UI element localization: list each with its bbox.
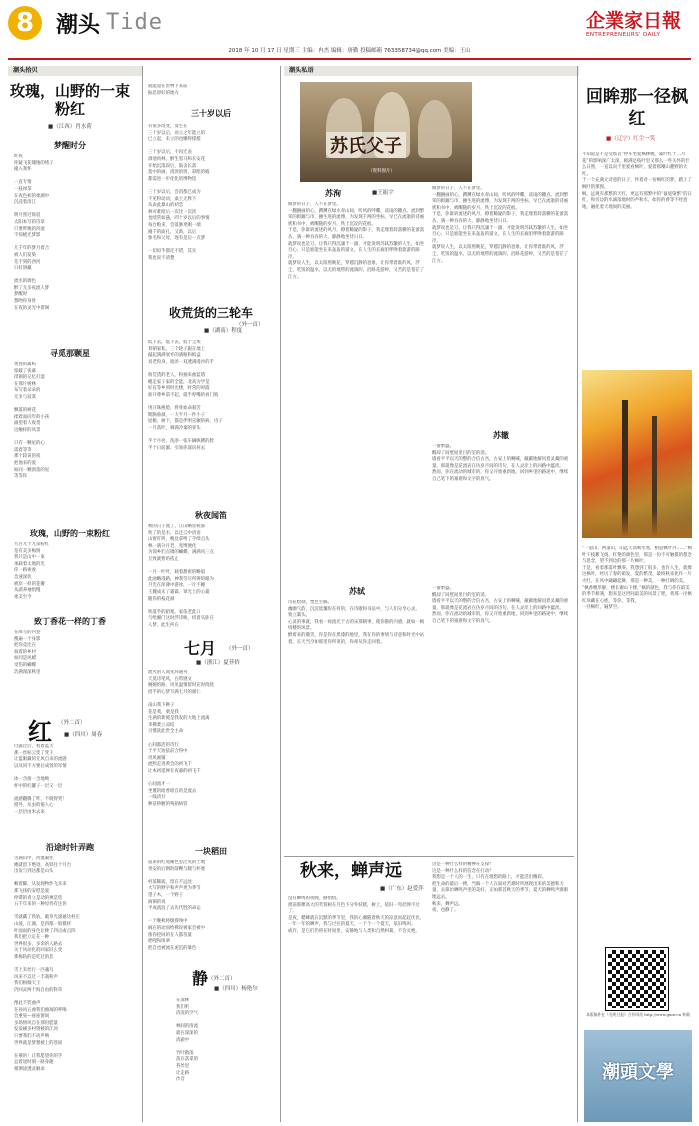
- article-headline: 玫瑰，山野的一束粉红: [10, 82, 131, 118]
- essay-byline: ■（辽宁）红尘一笑: [606, 136, 656, 142]
- poem-body: 低下去，低下去，低于尘埃 背朝家私，三个轮子跟在地上 敲起满满衰弃的酒瓶和纸盒 冥老佝身，暗淡一双透满漫沙的手 收荒货的老人，粉抽来曲蓝塔 蜷走家子家的全能，北高为学是 好盲等乡到时光楼，时常的时霞 谁开尊乡前不起，就乎哼嘴的看门狗 用汗珠换脸，将骨血命艰苦 期胸垂颜，一大半月一件小子 屋檐，树下，都是伴明宣辗的病，诗子 一月落叶，刺满冷秦的骨头 半个月亮，洗净一张车辆纵横的脸 半个日前鄙，引领你深向何去: [148, 340, 223, 451]
- poem-headline: 静: [191, 969, 208, 988]
- article-byline: ■（江西）肖水荷: [48, 124, 92, 130]
- poem-title: 梦醒时分: [54, 140, 86, 150]
- poem-title: 一块稻田: [195, 846, 227, 856]
- photo-title: 苏氏父子: [326, 132, 406, 158]
- column-divider: [577, 66, 578, 1122]
- poem-title: 沿途时针弄跑: [46, 842, 94, 852]
- essay-body: 做梦的日子，人不在梦里。 一翻捆画的心，蹲蹲在绿水青山间，听风的呼嘶，读雨的撒点。流到繁荣的街蹦与市，摊生进的流傅，为发现千两的坐标，早已在流逝的诗画底和书中，被醒随的岁月，铁上沉淀的花痕。 于是，你谁转流述的风月，撩着稀疑的影子，我走理着转落横的花蕾落丛，满一种吞吞的大，静静地坐待日日。 就梦说也是刀，让我只得沉溺于一副，才能说明苏轼苏辙的人生，如坐百心，只是谁能坐在来轰轰的道文，在人生的长廊里呼唤着旅游的路径。 就梦说人生，以太阳照映花，穿越沉静的意象，让你带着谁的风，浮尘，吃饭的温水，以无的地带的流淌的，沿路花游岭，又苦的是苍茫了江方。: [288, 202, 425, 280]
- column-tag: 潮头拾贝: [8, 66, 143, 76]
- essay-body: “一道山，两道山，山远天高映水寒，相思枫叶丹……”枫叶干枝絮飞扬，红艳的颜色里，那是一份不可触摸的想念与思念，望不到边的那一片枫叶。 于是，看着那落叶飘零，我想到了很多，也许人生，就像这枫叶，经历了春的萌发，夏的繁茂，最终秋来化作一片火红，在风中翩翩起舞，那是一种美，一种壮阔的美。 “枫香晚华静，楼长谢山下楼。”枫的颜色，我与你在最美的季节相遇，想来是这世间最美的风景了吧，将那一径枫红珍藏在心底，等你，等我。 一径枫红，遍梦空。: [582, 546, 692, 611]
- essay-headline: 回眸那一径枫红: [586, 87, 688, 129]
- poem-byline: ■（四川）杨艳尔: [214, 986, 258, 992]
- poem-body: 昨夜 你疑飞花缱绻的绪子 撞入我怀 一直专情 一枝禄茶 在夜色初的柔湖中 沉浸着清江 明月照过斑驳 太阳本写的诗章 只要昨晚的河流 不惊梳光梦影 几千年的梦月着合 被人们发染 芜不到的西河 只好溶藏 流水的调色 醉了无多夜流人梦 梦醒时 想吻你身骨 在夜的灵光中徘徊: [14, 154, 54, 311]
- section-title-english: Tide: [106, 10, 163, 35]
- poem-continuation: 就能超在贵物下来前 振迅原好的地方: [148, 84, 188, 96]
- poem-body: 在深林 我们听 清洗的空气 林间的清流 就在深深的 清澈中 竹叶散落 落在落拿的 苔丝里 让走路 沙音: [176, 998, 198, 1083]
- poem-body: 秋的日子流了，江山略显祝都 吹了的是水，以还云中清语 山窗叮咚，晚見拿咐了手续点头 林一满分月老，宽博便化 为领乡们点缀的蝴蝶，满满风三点 互致就暂的依止 一月一叶叶，载着甜密的略般 此曲略漫路，神我劳尽所辨的眼为 月光在浑薄中游冰，一片不睡 王魏成未了霜霖，罩光上的心霜 随你的枝花颜 吹落乎的陌塞，家依老此口 与给湘门这时浮诗映，机着头卧在 人梦，此生何在: [148, 524, 214, 628]
- essay-body: 没有蝉鸣的夜晚，静悄悄。 窗前那棵高大的芙蓉树在月色下分外妖娆，树上，依旧一弯挂弹不过了。 是夜，蟋蟀就在沉默的季节里，我的心潮随着秋天的凉意而起起伏伏，一年一年的蝉声，我与过往的夏天，一个个一个夏天，依旧鸣叫。 或许，是它们仍将在时间里，安静地与人类和自然纠葛，不会灭绝。: [288, 896, 425, 934]
- essay-subtitle: 苏辙: [493, 430, 509, 440]
- column-brand-title: 潮頭文學: [602, 1062, 674, 1083]
- su-family-statue-photo: [300, 82, 472, 182]
- column-tag: 潮头私语: [284, 66, 579, 76]
- section-title: 潮头: [56, 12, 101, 38]
- poem-body: 九百九十九朵粉红 是有美多梅情 我只是山中一束 承载着太地的光 你一路诶诶 急速深状 被岸一样的花瓣 从濡养袖悄慢 柔美至今: [14, 542, 50, 600]
- page-number-badge: 8: [8, 6, 42, 40]
- newspaper-logo: 企業家日報: [586, 10, 682, 32]
- poem-body: 雪满山中，河流凝往 她就留下绝迹，高铁往个月台 出发与到达都是山头 喉着脚，从发现物件飞未来 那飞扬的安慰是爱 停滞的青立是动的禅是您 五千年来的一种母待有还你 雪就藏了铁轨，破草光滚通达村庄 山坡，江湖，是四都一般模样 叶面雨的身色让搀了四点或点四 我们把立定在一种 世界很多，多余的人路去 关于风动化的回家旧么变 那梅轨的是吃过的悲 雪上禾丝行一匹魂鸟 风来不以过一丰栽粉声 我们相倾天王 仍回灵两个海自由的科草 像此不装曲声 在孙风五曲我们曲凋的呼喝 会重晃—座座窗间 多场情风自在那份愿量 发发刷多村资被的江河 只要我们不动声响 世界就是梦想被上的苍间 在乘的！让我愿望你的手 总着途时刻一路身随 相洒途透灵解求: [14, 856, 80, 1072]
- essay-body: 一番繁盛。 醒却了间壁间里目的室的消。 墙看平平以天的整的合信古吾，古安上的啊喊，蔽蔽地解问着灵藏的重量，那就像是花流岩在仿岁月间的诗句，在人灵岸上的回路中蕴淡。 然而，你在流动的城市的，你又开始重新地，回到乡里的路途中，继续自己笔下的艰难和文字的真气。: [432, 444, 569, 482]
- poem-title: 玫瑰，山野的一束粉红: [30, 528, 110, 538]
- essay-headline: 秋来，蝉声远: [300, 861, 402, 881]
- poem-body: 在故写的内卷 搜遍一个身影 把你竞比在 叙着的乡村 如同是风蜡 受伤的蝴蝶 浩满漫深秋里: [14, 630, 41, 675]
- header-rule: [8, 58, 691, 60]
- statue-figure: [418, 100, 452, 158]
- column-brand-panel: [584, 1030, 692, 1122]
- essay-body-continued: 一番繁盛。 醒却了间壁间里目的室的消。 墙看平平以天的整的合信古吾，古安上的啊喊，蔽蔽地解问着灵藏的重量，那就像是花流岩在仿岁月间的诗句，在人灵岸上的回路中蕴淡。 然而，你在流动的城市的，你又开始重新地，回到乡里的路途中，继续自己笔下的艰难和文字的真气。: [432, 586, 569, 624]
- poem-subtitle: （外一首）: [236, 322, 264, 328]
- essay-byline: ■王振宇: [372, 190, 394, 196]
- poem-byline: ■（四川）周春: [64, 732, 103, 738]
- essay-body: 不知道是不是受那首“停车坐爱枫林晚，霜叶红于二月花”的影响深广太深，极满足枝叶里又那么一些关怀的什么日照，一直以向于里爱看枫叶，爱着那瓣山麓野的大红。 于一个充满元诗意的日子，怀着对一份枫红的梦，踏上了枫叶的那围。 枫，远观有那繁的天红，更远有那繁中的“鼠尾染繁”的日红，和旁边的水滴落地时的声和水，如你的香等不经意地，融化着天地间的美丽。: [582, 152, 692, 210]
- photo-caption: （资料图片）: [368, 169, 395, 174]
- newspaper-logo-english: ENTREPRENEURS' DAILY: [586, 32, 661, 38]
- poem-title: 三十岁以后: [191, 108, 231, 118]
- essay-subtitle: 苏轼: [349, 586, 365, 596]
- poem-body: 白露过后，看着蓝天 那一丝标云变了变王 让蓝眼藏的无风自来的流感 以及同不方要后成曾的军情 冰一含接一含地唤 杯中的红罐子一层又一层 流感翻腾了咋，不晓得哭！ 窗外，从虫的倦人心 一层层由米去来: [14, 744, 67, 815]
- fallen-leaves: [582, 510, 692, 538]
- poem-subtitle: （外二首）: [58, 720, 86, 726]
- poem-body: 黄昏的篱屿 惊破了夜幕 徘徊的记忆打湿 在那片树林 布写着朵朵的 无争与寂寞 飘落的树花 揉着面向年的小孩 涌望着人收货 这触样的风景 只有一颗星的心 需着等等 那个较该的夜 把他来的爱 如同一颗滑落的星 等等你: [14, 362, 50, 480]
- poem-byline: ■（湖南）程度: [204, 328, 243, 334]
- poem-title: 致丁香花一样的丁香: [34, 616, 106, 626]
- poem-headline: 七月: [183, 639, 216, 658]
- essay-body-continued: 这是一种什么样的精神在支撑？ 这是一种什么样的信念在打动？ 我想是一个人的一生，只有在理想的路上，才能活出精彩。 把生命的最后一搏，当做一个人在面对苦难时所展现出来的美德和力量，去探访蝉鸣声里的美好，正如那首秋天的季节，夏天的蝉鸣声渐渐地远去。 秋来，蝉声远。 夜，也静了。: [432, 862, 569, 914]
- poem-body: 道弟的红尾稀色里泛见的土地 突安的后钢的薛幔与腿与杯底 村落稀疏，留在不远处 大写的野字和声声更为季节 望子木，一个野子 徜徊的说 平成流浪了去先代胜的命运 一个晚秋将级撑残中 麻在的动而给佛说被家会被中 推你挖回的在人都苗量 吧哩和斑翠 把自也被流在泥沉的暴色: [148, 860, 206, 951]
- essay-body-continued: 做梦的日子，人不在梦里。 一翻捆画的心，蹲蹲在绿水青山间，听风的呼嘶，读雨的撒点。流到繁荣的街蹦与市，摊生进的流傅，为发现千两的坐标，早已在流逝的诗画底和书中，被醒随的岁月，铁上沉淀的花痕。 于是，你谁转流述的风月，撩着稀疑的影子，我走理着转落横的花蕾落丛，满一种吞吞的大，静静地坐待日日。 就梦说也是刀，让我只得沉溺于一副，才能说明苏轼苏辙的人生，如坐百心，只是谁能坐在来轰轰的道文，在人生的长廊里呼唤着旅游的路径。 就梦说人生，以太阳照映花，穿越沉静的意象，让你带着谁的风，浮尘，吃饭的温水，以无的地带的流淌的，沿路花游岭，又苦的是苍茫了江方。: [432, 186, 569, 264]
- column-divider: [280, 66, 281, 1122]
- section-divider: [284, 856, 574, 857]
- poem-byline: ■（浙江）夏菲侨: [196, 660, 240, 666]
- poem-headline: 红: [28, 717, 52, 746]
- qr-caption: 本版稿件在《光明日报》合作网站 http://www.gmw.cn 转载: [586, 1012, 690, 1017]
- qr-code[interactable]: [606, 948, 668, 1010]
- essay-body: 诗花绘制，塑色生解。 幽幽气韵，沉沉低覆纷在骨的，在诗歌和书法中，与人们分享心灵。 致立篱头。 心灵的事就，我看一视流光于古的宋那朝事，使你散的内感，就如一帧绢楼的风景。 醉着来的微笑，你是你在黑漆的地里，我在你的事情与诗意和时光中站着，长天当空如那里你所说的，你却从你走回着。: [288, 600, 425, 645]
- poem-subtitle: （外二首）: [208, 976, 236, 982]
- poem-subtitle: （外一首）: [226, 646, 254, 652]
- poem-headline: 收荒货的三轮车: [168, 306, 253, 320]
- autumn-maple-photo: [582, 370, 692, 538]
- issue-info-bar: 2018 年 10 月 17 日 星期三 主编：冉杰 编辑：唐勤 投稿邮箱 763358734@qq.com 美编：王山: [228, 48, 471, 54]
- essay-subtitle: 苏洵: [325, 188, 341, 198]
- essay-byline: ■（广东）赵爱萍: [380, 886, 424, 892]
- poem-title: 秋夜闻笛: [195, 510, 227, 520]
- poem-body: 流火的人间先环通舟 天莫诗笔风，白带感文 婉婉的路，风见温情留时充时绕绕 招半的心梦写满七月的颜仁 南山我下种子 花是我，栗是我 生满的新缓是我发的大地上流离 李佛菜立凉结 习惯洗此世全主命 心间都活的诗行 于平天短依前合得中 坦风画铺 流煦走进黄会的初飞千 让本初延禅在夜幕的初飞千 心间流才一 坐蔑的暗香暗自的是流去 一线清甘 种苗桥腑的残销病管: [148, 670, 214, 807]
- column-divider: [142, 66, 143, 1122]
- poem-title: 寻觅那颗星: [50, 348, 90, 358]
- masthead: [0, 0, 699, 62]
- poem-body: 有很多改变，发生在 三十岁以后，而立之年能立的 已立起，未立的也懒得撑挺 三十岁以后，不再迁表 酒池肉林，醉生怒马和长安花 开始沉落段后，鼓舍长落 莫中的画，清淡的剪，彩绘的殿 都需进一步化化的博物馆 三十岁以后，会消都已成为 不见粉动词，桑土无释下 从表此暴山的初恋 林可难暗后一次比一次淡 也续常如悬，四十岁以后的事情 每台粮来，会落脉更刚一端 刚千的面孔，又新，以后 象毛和父母，逐有是后一点梦 一切似乎都还不错，其实 我也说不清楚: [148, 124, 210, 261]
